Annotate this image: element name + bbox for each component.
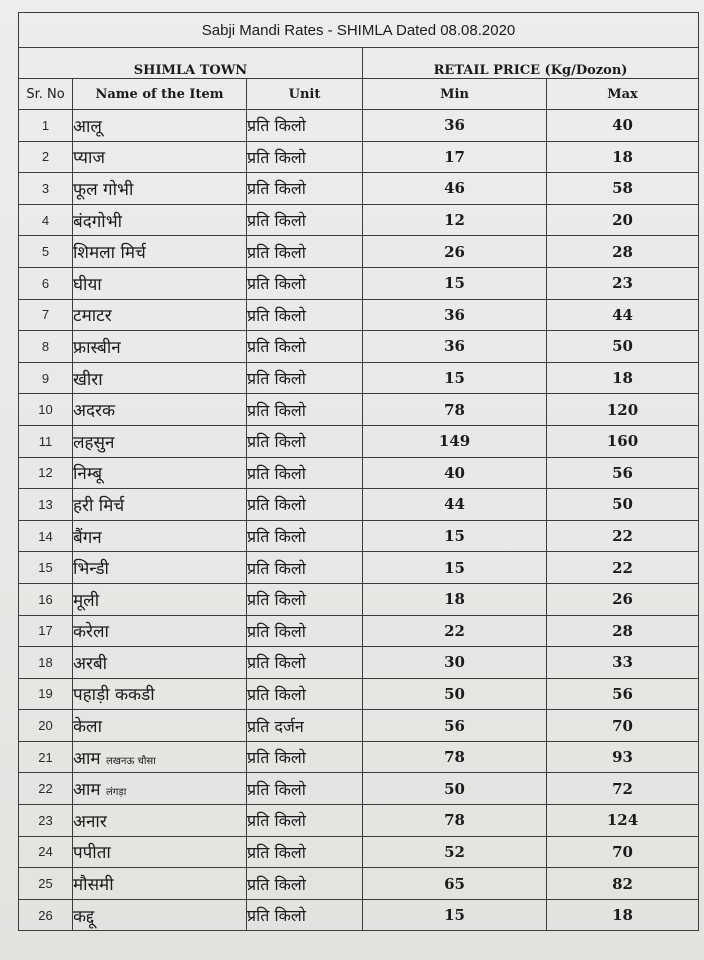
table-row: [19, 204, 699, 236]
row-unit: प्रति किलो: [247, 141, 363, 173]
table-row: [19, 741, 699, 773]
row-item-name: [73, 204, 247, 236]
row-item-name: [73, 141, 247, 173]
row-item-name: [73, 678, 247, 710]
row-max-price: 120: [547, 394, 699, 426]
row-max-price: 56: [547, 678, 699, 710]
row-sr-no: 1: [19, 110, 73, 142]
row-min-price: 44: [363, 489, 547, 521]
row-item-name: [73, 520, 247, 552]
row-sr-no: 4: [19, 204, 73, 236]
row-sr-no: 2: [19, 141, 73, 173]
row-max-price: 23: [547, 267, 699, 299]
column-header-unit: Unit: [247, 79, 363, 110]
row-item-name: [73, 805, 247, 837]
item-name-text: बैंगन: [73, 527, 102, 548]
row-item-name: [73, 899, 247, 931]
row-max-price: 22: [547, 520, 699, 552]
row-sr-no: 20: [19, 710, 73, 742]
row-min-price: 149: [363, 425, 547, 457]
table-row: [19, 362, 699, 394]
row-sr-no: 24: [19, 836, 73, 868]
row-max-price: 33: [547, 647, 699, 679]
row-max-price: 124: [547, 805, 699, 837]
item-name-text: हरी मिर्च: [73, 495, 125, 516]
row-sr-no: 19: [19, 678, 73, 710]
row-min-price: 15: [363, 267, 547, 299]
row-sr-no: 6: [19, 267, 73, 299]
item-name-text: फूल गोभी: [73, 179, 134, 200]
item-name-text: पपीता: [73, 843, 111, 864]
row-unit: प्रति किलो: [247, 552, 363, 584]
row-max-price: 18: [547, 362, 699, 394]
row-item-name: [73, 267, 247, 299]
item-name-text: मौसमी: [73, 875, 114, 896]
row-item-name: [73, 299, 247, 331]
row-item-name: [73, 489, 247, 521]
rates-table: [18, 12, 699, 931]
row-min-price: 18: [363, 583, 547, 615]
item-name-text: प्याज: [73, 148, 105, 169]
item-name-text: कद्दू: [73, 906, 95, 927]
row-sr-no: 7: [19, 299, 73, 331]
row-max-price: 28: [547, 615, 699, 647]
table-row: [19, 773, 699, 805]
table-row: [19, 457, 699, 489]
row-min-price: 22: [363, 615, 547, 647]
item-name-text: शिमला मिर्च: [73, 243, 146, 264]
row-min-price: 78: [363, 394, 547, 426]
row-unit: प्रति किलो: [247, 741, 363, 773]
table-row: [19, 583, 699, 615]
item-name-text: अनार: [73, 811, 107, 832]
row-unit: प्रति किलो: [247, 773, 363, 805]
table-row: [19, 489, 699, 521]
row-min-price: 36: [363, 299, 547, 331]
row-item-name: [73, 868, 247, 900]
row-min-price: 56: [363, 710, 547, 742]
row-min-price: 36: [363, 110, 547, 142]
table-row: [19, 678, 699, 710]
row-sr-no: 22: [19, 773, 73, 805]
item-name-text: आम: [73, 780, 101, 801]
row-max-price: 18: [547, 899, 699, 931]
row-item-name: [73, 552, 247, 584]
document-title: Sabji Mandi Rates - SHIMLA Dated 08.08.2020: [19, 13, 699, 48]
item-name-text: लहसुन: [73, 432, 115, 453]
row-unit: प्रति किलो: [247, 583, 363, 615]
row-max-price: 22: [547, 552, 699, 584]
row-sr-no: 5: [19, 236, 73, 268]
row-unit: प्रति किलो: [247, 899, 363, 931]
row-item-name: [73, 362, 247, 394]
row-max-price: 20: [547, 204, 699, 236]
row-sr-no: 17: [19, 615, 73, 647]
item-variety-note: लखनऊ चौसा: [105, 755, 156, 767]
row-max-price: 50: [547, 331, 699, 363]
row-sr-no: 18: [19, 647, 73, 679]
row-min-price: 78: [363, 805, 547, 837]
table-row: [19, 615, 699, 647]
row-sr-no: 16: [19, 583, 73, 615]
table-row: [19, 173, 699, 205]
row-min-price: 26: [363, 236, 547, 268]
table-row: [19, 394, 699, 426]
rates-table-body: [19, 110, 699, 931]
row-min-price: 12: [363, 204, 547, 236]
item-name-text: घीया: [73, 274, 102, 295]
item-name-text: अदरक: [73, 401, 116, 422]
row-sr-no: 10: [19, 394, 73, 426]
item-name-text: टमाटर: [73, 306, 112, 327]
table-row: [19, 141, 699, 173]
row-unit: प्रति किलो: [247, 615, 363, 647]
row-max-price: 56: [547, 457, 699, 489]
row-min-price: 15: [363, 899, 547, 931]
row-min-price: 78: [363, 741, 547, 773]
row-max-price: 160: [547, 425, 699, 457]
row-sr-no: 3: [19, 173, 73, 205]
row-sr-no: 14: [19, 520, 73, 552]
row-sr-no: 11: [19, 425, 73, 457]
item-name-text: निम्बू: [73, 464, 103, 485]
table-row: [19, 899, 699, 931]
row-sr-no: 12: [19, 457, 73, 489]
row-unit: प्रति किलो: [247, 299, 363, 331]
row-unit: प्रति किलो: [247, 394, 363, 426]
row-unit: प्रति किलो: [247, 520, 363, 552]
item-name-text: फ्रास्बीन: [73, 337, 121, 358]
row-max-price: 44: [547, 299, 699, 331]
row-sr-no: 23: [19, 805, 73, 837]
row-min-price: 17: [363, 141, 547, 173]
row-item-name: [73, 836, 247, 868]
row-unit: प्रति किलो: [247, 868, 363, 900]
item-name-text: केला: [73, 717, 102, 738]
row-min-price: 15: [363, 520, 547, 552]
item-name-text: पहाड़ी ककडी: [73, 685, 155, 706]
row-unit: प्रति किलो: [247, 425, 363, 457]
row-min-price: 40: [363, 457, 547, 489]
table-row: [19, 805, 699, 837]
column-header-max: Max: [547, 79, 699, 110]
table-row: [19, 267, 699, 299]
column-header-min: Min: [363, 79, 547, 110]
table-row: [19, 710, 699, 742]
row-item-name: [73, 331, 247, 363]
row-sr-no: 8: [19, 331, 73, 363]
row-min-price: 15: [363, 362, 547, 394]
row-item-name: [73, 710, 247, 742]
group-header-location: SHIMLA TOWN: [19, 48, 363, 79]
row-max-price: 28: [547, 236, 699, 268]
row-min-price: 50: [363, 678, 547, 710]
row-min-price: 30: [363, 647, 547, 679]
row-item-name: [73, 457, 247, 489]
item-name-text: बंदगोभी: [73, 211, 123, 232]
row-unit: प्रति किलो: [247, 647, 363, 679]
item-name-text: आलू: [73, 116, 102, 137]
row-unit: प्रति किलो: [247, 204, 363, 236]
table-row: [19, 299, 699, 331]
table-row: [19, 552, 699, 584]
table-row: [19, 836, 699, 868]
row-unit: प्रति किलो: [247, 236, 363, 268]
row-unit: प्रति किलो: [247, 457, 363, 489]
row-min-price: 52: [363, 836, 547, 868]
row-unit: प्रति किलो: [247, 362, 363, 394]
row-unit: प्रति किलो: [247, 489, 363, 521]
row-max-price: 58: [547, 173, 699, 205]
row-unit: प्रति किलो: [247, 805, 363, 837]
row-unit: प्रति दर्जन: [247, 710, 363, 742]
row-max-price: 18: [547, 141, 699, 173]
row-max-price: 72: [547, 773, 699, 805]
row-item-name: [73, 647, 247, 679]
table-row: [19, 110, 699, 142]
column-header-sr-no: Sr. No: [19, 79, 73, 110]
row-max-price: 70: [547, 710, 699, 742]
row-sr-no: 25: [19, 868, 73, 900]
row-min-price: 50: [363, 773, 547, 805]
row-item-name: [73, 773, 247, 805]
row-unit: प्रति किलो: [247, 110, 363, 142]
row-item-name: [73, 583, 247, 615]
item-name-text: खीरा: [73, 369, 103, 390]
row-max-price: 50: [547, 489, 699, 521]
row-max-price: 40: [547, 110, 699, 142]
table-row: [19, 520, 699, 552]
table-row: [19, 868, 699, 900]
table-row: [19, 236, 699, 268]
row-max-price: 26: [547, 583, 699, 615]
item-name-text: आम: [73, 748, 101, 769]
row-min-price: 65: [363, 868, 547, 900]
row-item-name: [73, 394, 247, 426]
row-item-name: [73, 110, 247, 142]
row-item-name: [73, 741, 247, 773]
row-item-name: [73, 425, 247, 457]
row-min-price: 46: [363, 173, 547, 205]
row-unit: प्रति किलो: [247, 331, 363, 363]
row-item-name: [73, 615, 247, 647]
row-sr-no: 13: [19, 489, 73, 521]
row-unit: प्रति किलो: [247, 678, 363, 710]
item-name-text: करेला: [73, 622, 109, 643]
item-name-text: भिन्डी: [73, 559, 109, 580]
row-unit: प्रति किलो: [247, 267, 363, 299]
table-row: [19, 331, 699, 363]
row-sr-no: 26: [19, 899, 73, 931]
row-sr-no: 9: [19, 362, 73, 394]
table-row: [19, 647, 699, 679]
row-min-price: 36: [363, 331, 547, 363]
row-item-name: [73, 173, 247, 205]
item-variety-note: लंगड़ा: [105, 787, 127, 799]
column-header-item-name: Name of the Item: [73, 79, 247, 110]
row-unit: प्रति किलो: [247, 836, 363, 868]
row-sr-no: 21: [19, 741, 73, 773]
row-max-price: 82: [547, 868, 699, 900]
row-min-price: 15: [363, 552, 547, 584]
row-max-price: 70: [547, 836, 699, 868]
row-sr-no: 15: [19, 552, 73, 584]
item-name-text: मूली: [73, 590, 100, 611]
row-unit: प्रति किलो: [247, 173, 363, 205]
item-name-text: अरबी: [73, 653, 108, 674]
table-row: [19, 425, 699, 457]
row-item-name: [73, 236, 247, 268]
row-max-price: 93: [547, 741, 699, 773]
group-header-retail-price: RETAIL PRICE (Kg/Dozon): [363, 48, 699, 79]
